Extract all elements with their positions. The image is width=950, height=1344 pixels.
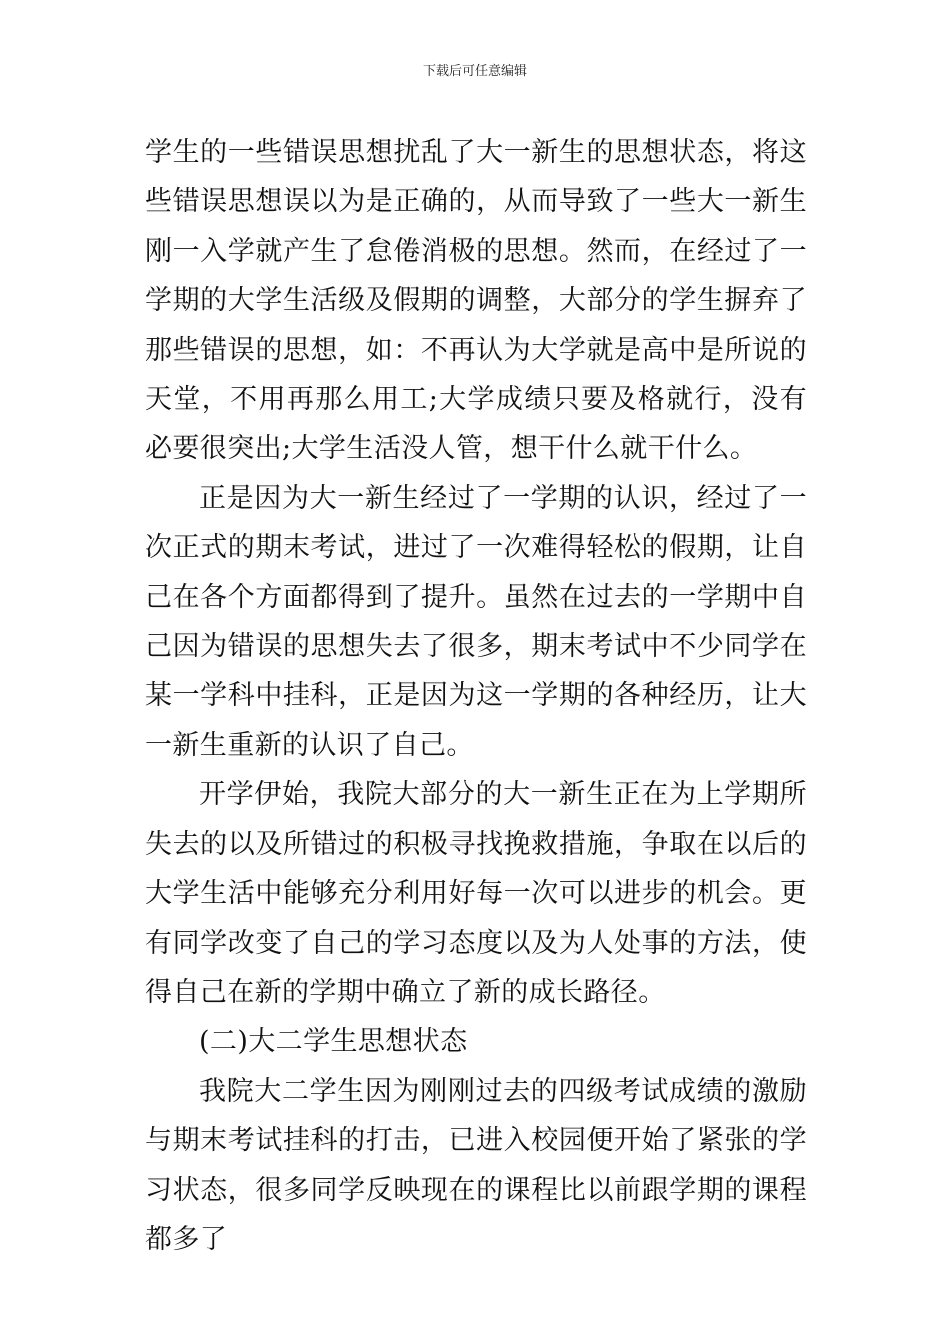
paragraph-3: 开学伊始，我院大部分的大一新生正在为上学期所失去的以及所错过的积极寻找挽救措施，争取在以后的大学生活中能够充分利用好每一次可以进步的机会。更有同学改变了自己的学习态度以及为人处事的方法，使得自己在新的学期中确立了新的成长路径。 xyxy=(145,779,807,1008)
section-heading: (二)大二学生思想状态 xyxy=(199,1026,468,1058)
page-header: 下载后可任意编辑 xyxy=(422,64,527,79)
paragraph-4: 我院大二学生因为刚刚过去的四级考试成绩的激励与期末考试挂科的打击，已进入校园便开始了紧张的学习状态，很多同学反映现在的课程比以前跟学期的课程都多了 xyxy=(145,1075,807,1255)
paragraph-1: 学生的一些错误思想扰乱了大一新生的思想状态，将这些错误思想误以为是正确的，从而导致了一些大一新生刚一入学就产生了怠倦消极的思想。然而，在经过了一学期的大学生活级及假期的调整，大部分的学生摒弃了那些错误的思想，如：不再认为大学就是高中是所说的天堂，不用再那么用工;大学成绩只要及格就行，没有必要很突出;大学生活没人管，想干什么就干什么。 xyxy=(145,137,807,465)
document-body xyxy=(145,128,807,1264)
paragraph-2: 正是因为大一新生经过了一学期的认识，经过了一次正式的期末考试，进过了一次难得轻松的假期，让自己在各个方面都得到了提升。虽然在过去的一学期中自己因为错误的思想失去了很多，期末考试中不少同学在某一学科中挂科，正是因为这一学期的各种经历，让大一新生重新的认识了自己。 xyxy=(145,482,807,761)
